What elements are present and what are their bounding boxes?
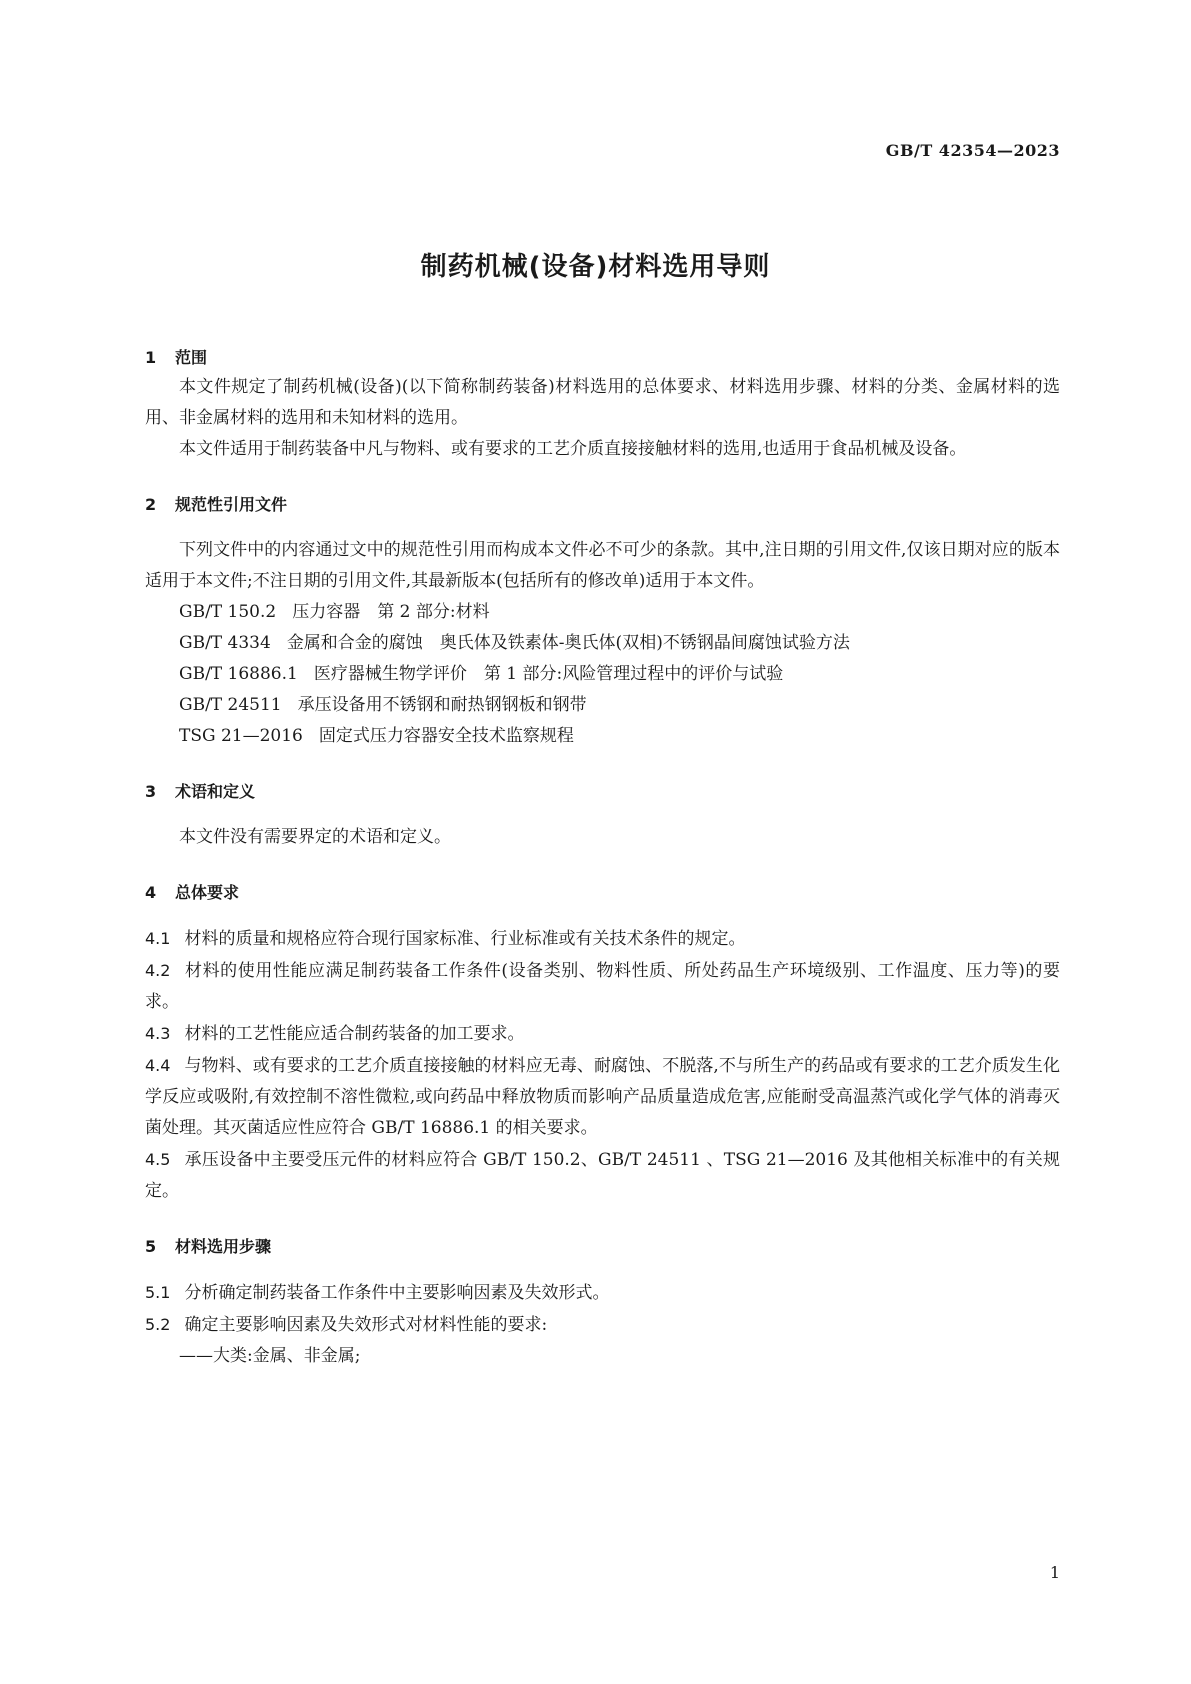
section-title: 范围 <box>175 348 208 367</box>
standard-number: GB/T 42354—2023 <box>885 141 1060 160</box>
section-2-heading <box>145 491 1060 519</box>
scope-paragraph-2: 本文件适用于制药装备中凡与物料、或有要求的工艺介质直接接触材料的选用,也适用于食品机械及设备。 <box>179 439 967 459</box>
clause-number: 5.1 <box>145 1283 171 1302</box>
section-4-heading <box>145 879 1060 907</box>
reference-title: 金属和合金的腐蚀 奥氏体及铁素体-奥氏体(双相)不锈钢晶间腐蚀试验方法 <box>286 633 850 653</box>
clause-4-4 <box>145 1050 1060 1144</box>
document-body <box>145 344 1060 1372</box>
section-3-heading <box>145 778 1060 806</box>
section-title: 术语和定义 <box>175 782 256 801</box>
reference-code: GB/T 24511 <box>179 695 282 715</box>
reference-title: 医疗器械生物学评价 第 1 部分:风险管理过程中的评价与试验 <box>313 664 784 684</box>
clause-5-1 <box>145 1277 1060 1309</box>
clause-4-2 <box>145 955 1060 1018</box>
clause-number: 4.1 <box>145 929 171 948</box>
reference-code: GB/T 16886.1 <box>179 664 298 684</box>
section-number: 5 <box>145 1237 157 1256</box>
section-title: 材料选用步骤 <box>175 1237 272 1256</box>
clause-text: 材料的工艺性能应适合制药装备的加工要求。 <box>184 1024 525 1044</box>
clause-number: 5.2 <box>145 1315 171 1334</box>
reference-item <box>145 721 1060 752</box>
clause-number: 4.5 <box>145 1150 171 1169</box>
reference-title: 固定式压力容器安全技术监察规程 <box>318 726 574 746</box>
clause-text: 分析确定制药装备工作条件中主要影响因素及失效形式。 <box>184 1283 610 1303</box>
section-number: 3 <box>145 782 157 801</box>
clause-number: 4.3 <box>145 1024 171 1043</box>
clause-text: 确定主要影响因素及失效形式对材料性能的要求: <box>184 1315 548 1335</box>
reference-item <box>145 597 1060 628</box>
clause-text: 材料的质量和规格应符合现行国家标准、行业标准或有关技术条件的规定。 <box>184 929 746 949</box>
clause-text: 材料的使用性能应满足制药装备工作条件(设备类别、物料性质、所处药品生产环境级别、工作温度、压力等)的要求。 <box>145 961 1060 1012</box>
reference-title: 承压设备用不锈钢和耐热钢钢板和钢带 <box>297 695 587 715</box>
dash-list-item: ——大类:金属、非金属; <box>179 1346 361 1366</box>
document-title: 制药机械(设备)材料选用导则 <box>420 252 771 282</box>
scope-paragraph-1: 本文件规定了制药机械(设备)(以下简称制药装备)材料选用的总体要求、材料选用步骤、材料的分类、金属材料的选用、非金属材料的选用和未知材料的选用。 <box>145 377 1060 428</box>
section-title: 总体要求 <box>175 883 240 902</box>
section-number: 1 <box>145 348 157 367</box>
references-intro: 下列文件中的内容通过文中的规范性引用而构成本文件必不可少的条款。其中,注日期的引用文件,仅该日期对应的版本适用于本文件;不注日期的引用文件,其最新版本(包括所有的修改单)适用于本文件。 <box>145 540 1060 591</box>
section-number: 2 <box>145 495 157 514</box>
reference-code: GB/T 4334 <box>179 633 271 653</box>
reference-code: TSG 21—2016 <box>179 726 303 746</box>
clause-number: 4.2 <box>145 961 171 980</box>
clause-5-2 <box>145 1309 1060 1341</box>
section-number: 4 <box>145 883 157 902</box>
section-title: 规范性引用文件 <box>175 495 288 514</box>
reference-item <box>145 659 1060 690</box>
terms-paragraph: 本文件没有需要界定的术语和定义。 <box>179 827 451 847</box>
reference-item <box>145 628 1060 659</box>
section-1-heading <box>145 344 1060 372</box>
reference-title: 压力容器 第 2 部分:材料 <box>292 602 490 622</box>
clause-4-5 <box>145 1144 1060 1207</box>
page-number: 1 <box>1049 1563 1060 1582</box>
clause-4-3 <box>145 1018 1060 1050</box>
section-5-heading <box>145 1233 1060 1261</box>
clause-number: 4.4 <box>145 1056 171 1075</box>
reference-code: GB/T 150.2 <box>179 602 277 622</box>
clause-4-1 <box>145 923 1060 955</box>
clause-text: 承压设备中主要受压元件的材料应符合 GB/T 150.2、GB/T 24511 、TSG 21—2016 及其他相关标准中的有关规定。 <box>145 1150 1060 1201</box>
clause-text: 与物料、或有要求的工艺介质直接接触的材料应无毒、耐腐蚀、不脱落,不与所生产的药品或有要求的工艺介质发生化学反应或吸附,有效控制不溶性微粒,或向药品中释放物质而影响产品质量造成危害,应能耐受高温蒸汽或化学气体的消毒灭菌处理。其灭菌适应性应符合 GB/T 16886.1 的相关要求。 <box>145 1056 1060 1138</box>
reference-item <box>145 690 1060 721</box>
